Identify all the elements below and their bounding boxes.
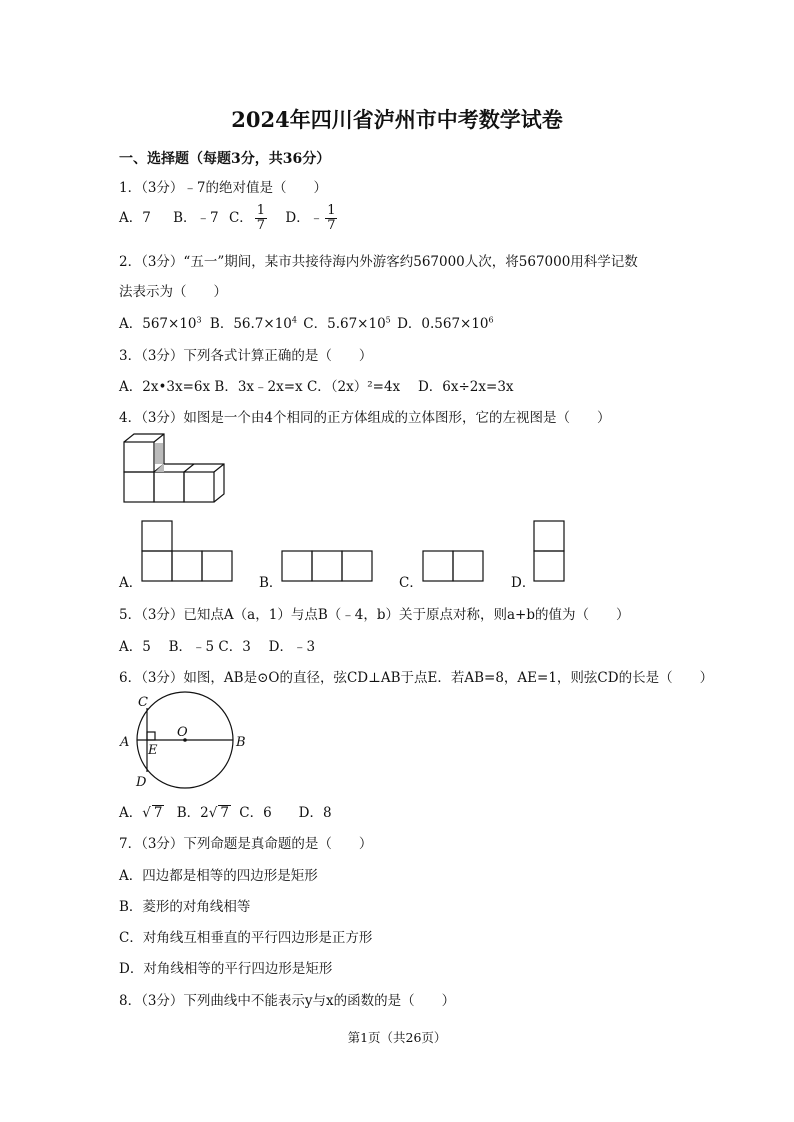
q2-b-exponent: 4 xyxy=(291,315,297,325)
question-5-options: A．5 B．﹣5 C．3 D．﹣3 xyxy=(119,639,316,655)
page-title: 2024年四川省泸州市中考数学试卷 xyxy=(231,107,563,132)
q2-option-a: A．567×10 xyxy=(119,316,197,332)
q1-c-denominator: 7 xyxy=(256,218,266,233)
label-c: C xyxy=(138,695,148,710)
question-6-stem: 6．（3分）如图，AB是⊙O的直径，弦CD⊥AB于点E．若AB=8，AE=1，则弦CD的长是（ ） xyxy=(119,670,714,686)
q2-a-exponent: 3 xyxy=(196,315,202,325)
question-1-stem: 1．（3分）﹣7的绝对值是（ ） xyxy=(119,180,328,196)
question-3-options: A．2x•3x=6x B．3x﹣2x=x C．（2x）²=4x D．6x÷2x=3x xyxy=(119,379,514,395)
q2-option-c: C．5.67×10 xyxy=(303,316,386,332)
q6-a-radicand: 7 xyxy=(153,805,163,821)
q7-option-d: D．对角线相等的平行四边形是矩形 xyxy=(119,961,333,977)
question-8-stem: 8．（3分）下列曲线中不能表示y与x的函数的是（ ） xyxy=(119,993,456,1009)
q1-option-b: B．﹣7 xyxy=(173,210,219,226)
question-3-stem: 3．（3分）下列各式计算正确的是（ ） xyxy=(119,348,373,364)
q6-options-rest: C．6 D．8 xyxy=(239,805,332,821)
q1-option-d-label: D．﹣ xyxy=(285,210,324,226)
q2-option-b: B．56.7×10 xyxy=(209,316,292,332)
q1-c-numerator: 1 xyxy=(256,203,266,218)
q7-option-b: B．菱形的对角线相等 xyxy=(119,899,251,915)
label-b: B xyxy=(236,735,246,750)
question-2-stem-line1: 2．（3分）“五一”期间，某市共接待海内外游客约567000人次，将567000用科学记数 xyxy=(119,254,638,270)
q1-option-a: A．7 xyxy=(119,210,151,226)
question-5-stem: 5．（3分）已知点A（a，1）与点B（﹣4，b）关于原点对称，则a+b的值为（ ） xyxy=(119,607,630,623)
q1-option-d-fraction xyxy=(325,204,337,233)
q6-option-b-label: B．2 xyxy=(176,805,209,821)
q2-option-d: D．0.567×10 xyxy=(397,316,489,332)
q4-option-c-label: C． xyxy=(399,575,423,591)
question-4-stem: 4．（3分）如图是一个由4个相同的正方体组成的立体图形，它的左视图是（ ） xyxy=(119,410,611,426)
q7-option-c: C．对角线互相垂直的平行四边形是正方形 xyxy=(119,930,373,946)
q6-b-radicand: 7 xyxy=(220,805,229,821)
question-2-options xyxy=(119,312,494,332)
q7-option-a: A．四边都是相等的四边形是矩形 xyxy=(119,868,318,884)
q1-option-c-label: C． xyxy=(228,210,253,226)
question-2-stem-line2: 法表示为（ ） xyxy=(119,284,227,300)
page-footer: 第1页（共26页） xyxy=(347,1030,447,1045)
q1-d-numerator: 1 xyxy=(327,203,336,218)
label-d: D xyxy=(136,775,147,790)
q4-option-d-figure xyxy=(533,520,565,582)
q4-option-b-label: B． xyxy=(259,575,283,591)
label-o: O xyxy=(177,725,188,740)
question-1-options xyxy=(119,204,339,233)
question-7-stem: 7．（3分）下列命题是真命题的是（ ） xyxy=(119,836,373,852)
label-a: A xyxy=(120,735,130,750)
q4-option-a-label: A． xyxy=(119,575,143,591)
q2-d-exponent: 6 xyxy=(488,315,494,325)
q4-solid-figure xyxy=(118,432,228,504)
q6-option-a-label: A． xyxy=(119,805,143,821)
q4-option-b-figure xyxy=(281,550,373,582)
q1-d-denominator: 7 xyxy=(327,218,336,233)
sqrt-icon: √ xyxy=(208,805,218,821)
q4-option-d-label: D． xyxy=(511,575,536,591)
q6-circle-diagram xyxy=(114,690,264,790)
q4-option-c-figure xyxy=(422,550,484,582)
question-6-options xyxy=(119,801,332,821)
q4-option-a-figure xyxy=(141,520,233,582)
label-e: E xyxy=(148,743,158,758)
sqrt-icon: √ xyxy=(142,805,151,821)
q2-c-exponent: 5 xyxy=(385,315,391,325)
q1-option-c-fraction xyxy=(255,204,267,233)
section-heading: 一、选择题（每题3分，共36分） xyxy=(119,151,331,167)
